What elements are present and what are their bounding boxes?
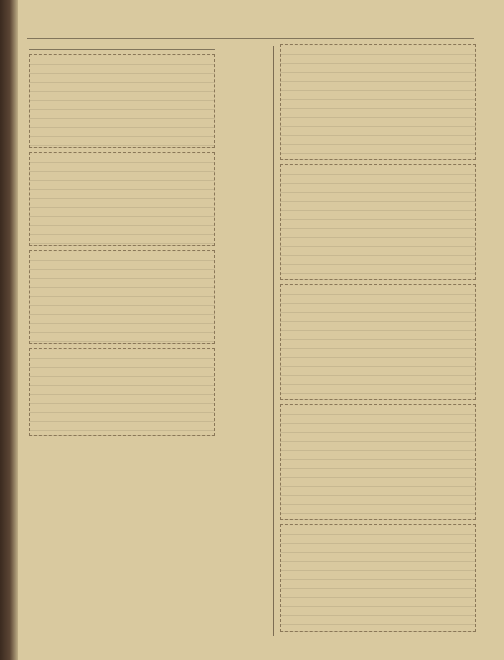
right-text-block-2 (280, 164, 476, 280)
right-paragraph-1 (281, 45, 475, 47)
right-text-block-5 (280, 524, 476, 632)
article-text-block-1 (29, 54, 215, 148)
right-text-block-1 (280, 44, 476, 160)
right-paragraph-3 (281, 285, 475, 287)
article-paragraph-3 (30, 251, 214, 253)
right-paragraph-5 (281, 525, 475, 527)
article-text-block-4 (29, 348, 215, 436)
article-paragraph-4 (30, 349, 214, 351)
article-text-block-3 (29, 250, 215, 344)
right-text-block-4 (280, 404, 476, 520)
right-text-block-3 (280, 284, 476, 400)
article-paragraph-2 (30, 153, 214, 155)
article-text-block-2 (29, 152, 215, 246)
section-divider (29, 49, 215, 50)
article-paragraph-1 (30, 55, 214, 57)
top-rule (27, 38, 474, 39)
right-column (278, 44, 478, 636)
right-paragraph-4 (281, 405, 475, 407)
column-rule (273, 46, 274, 636)
left-column (27, 44, 217, 636)
page-binding (0, 0, 18, 660)
right-paragraph-2 (281, 165, 475, 167)
